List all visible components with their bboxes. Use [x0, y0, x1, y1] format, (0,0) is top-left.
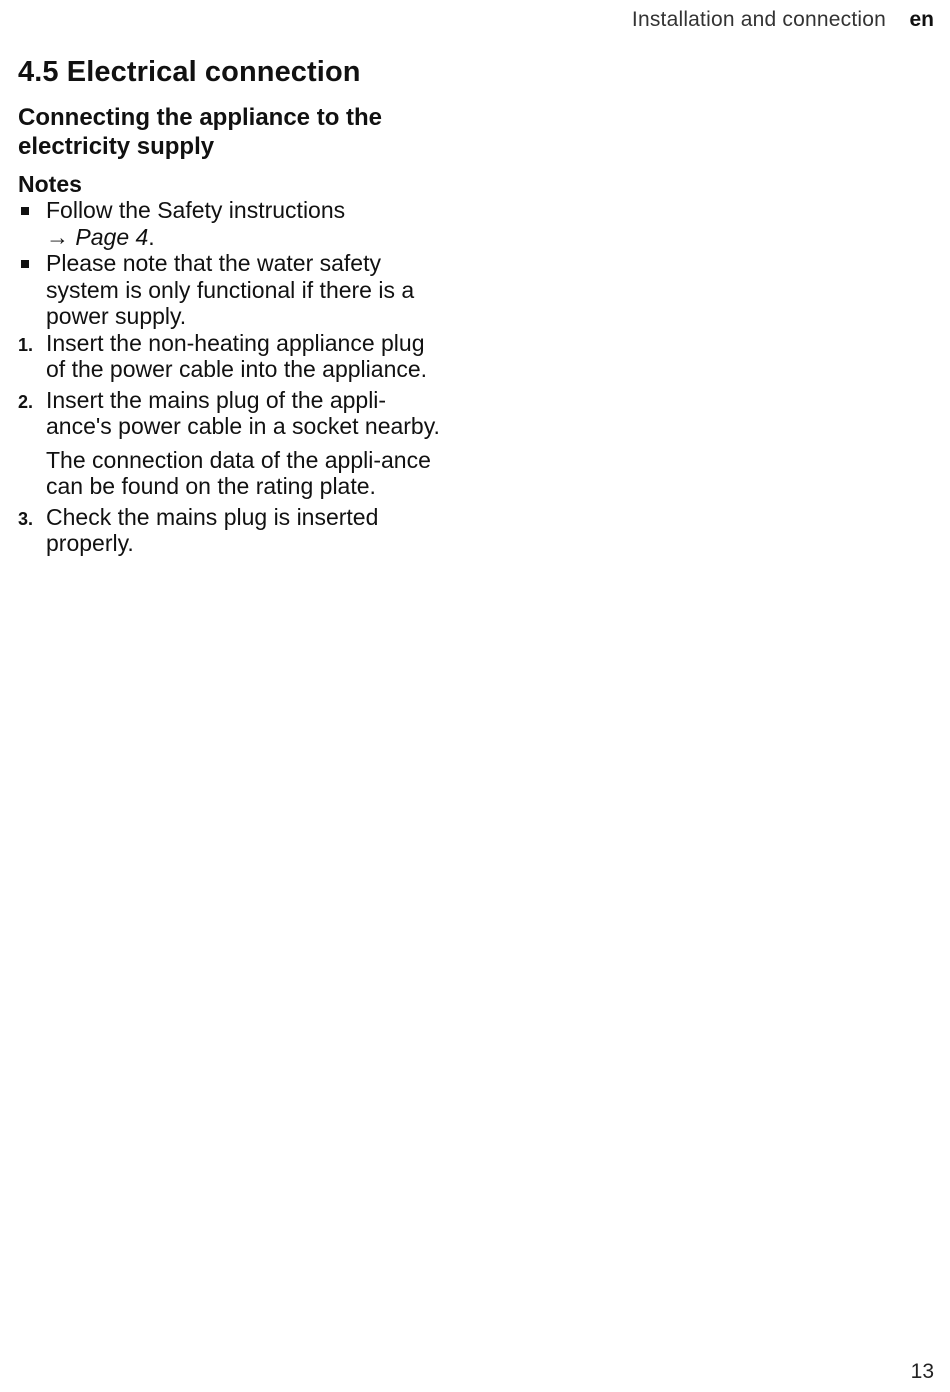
arrow-right-icon: →: [46, 223, 69, 250]
step-number: 2.: [18, 391, 34, 412]
step-note: The connection data of the appli-ance can be found on the rating plate.: [46, 446, 431, 499]
notes-list: [18, 197, 448, 330]
notes-heading: Notes: [18, 171, 82, 197]
note-text: Please note that the water safety system is only functional if there is a power supply.: [46, 250, 415, 329]
section-title: 4.5 Electrical connection: [18, 56, 361, 88]
main-content: [18, 56, 448, 561]
page-number: 13: [910, 1360, 934, 1383]
step-text: Insert the mains plug of the appli-ance's power cable in a socket nearby.: [46, 386, 440, 439]
note-item: [18, 250, 448, 330]
running-header-language: en: [909, 8, 934, 31]
step-number: 3.: [18, 508, 34, 529]
note-item: [18, 197, 448, 250]
subheading-line-1: Connecting the appliance to the: [18, 104, 383, 131]
step-item: [18, 330, 448, 383]
note-text: Follow the Safety instructions: [46, 197, 346, 223]
square-bullet-icon: [21, 207, 29, 215]
step-text: Check the mains plug is inserted properly.: [46, 503, 379, 556]
step-text: Insert the non-heating appliance plug of the power cable into the appliance.: [46, 329, 428, 382]
page-reference-link[interactable]: Page 4: [75, 223, 149, 250]
note-suffix: .: [148, 223, 155, 250]
step-item: [18, 387, 448, 500]
step-number: 1.: [18, 334, 34, 355]
square-bullet-icon: [21, 260, 29, 268]
running-header-section: Installation and connection: [631, 8, 886, 31]
step-item: [18, 504, 448, 557]
subheading-line-2: electricity supply: [18, 133, 215, 160]
subheading: [18, 103, 448, 161]
steps-list: [18, 330, 448, 557]
